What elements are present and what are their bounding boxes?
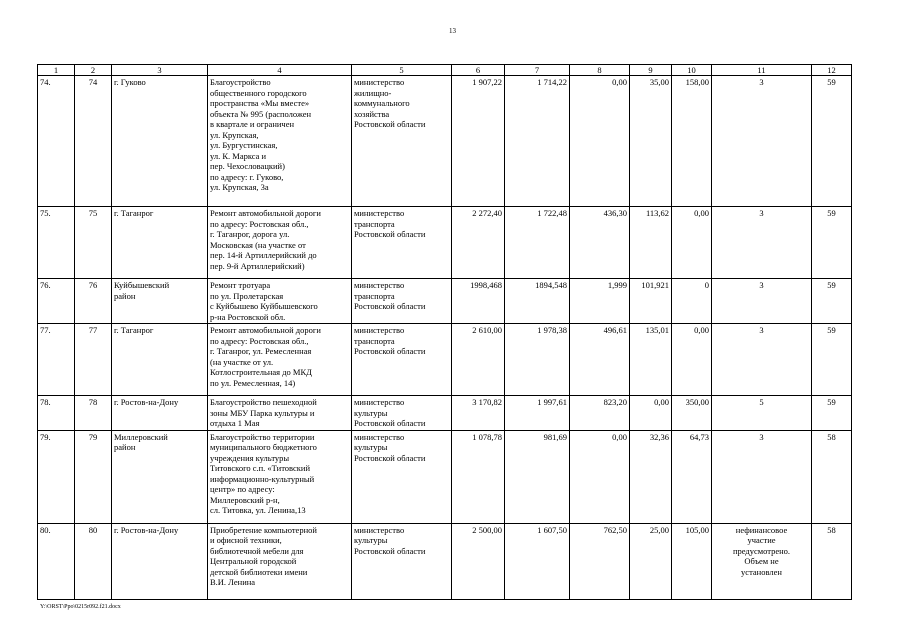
total-amount-cell: 3 170,82: [452, 396, 505, 431]
budget-amount-cell: 35,00: [630, 76, 672, 207]
ministry-cell: министерство жилищно- коммунального хозяйства Ростовской области: [352, 76, 452, 207]
project-description-cell: Благоустройство общественного городского пространства «Мы вместе» объекта № 995 (расположен в квартале и ограничен ул. Крупская, ул. Бургустинская, ул. К. Маркса и пер. Чехословацкий) по адресу: г. Гуково, ул. Крупская, 3а: [208, 76, 352, 207]
score-cell: 59: [812, 396, 852, 431]
extra-amount-cell: 350,00: [672, 396, 712, 431]
column-header: 8: [570, 65, 630, 76]
regional-amount-cell: 1 607,50: [505, 523, 570, 599]
total-amount-cell: 1 078,78: [452, 430, 505, 523]
table-row: [38, 430, 852, 523]
extra-amount-cell: 0,00: [672, 207, 712, 279]
participation-cell: 5: [712, 396, 812, 431]
municipality-cell: г. Таганрог: [112, 207, 208, 279]
table-row: [38, 279, 852, 324]
score-cell: 59: [812, 76, 852, 207]
item-number: 74: [75, 76, 112, 207]
budget-amount-cell: 135,01: [630, 324, 672, 396]
local-amount-cell: 496,61: [570, 324, 630, 396]
extra-amount-cell: 158,00: [672, 76, 712, 207]
ministry-cell: министерство транспорта Ростовской области: [352, 279, 452, 324]
table-row: [38, 207, 852, 279]
table-row: [38, 324, 852, 396]
row-number: 75.: [38, 207, 75, 279]
total-amount-cell: 2 500,00: [452, 523, 505, 599]
local-amount-cell: 1,999: [570, 279, 630, 324]
projects-table: [37, 64, 852, 600]
ministry-cell: министерство транспорта Ростовской области: [352, 207, 452, 279]
score-cell: 58: [812, 523, 852, 599]
regional-amount-cell: 1894,548: [505, 279, 570, 324]
participation-cell: нефинансовое участие предусмотрено. Объем не установлен: [712, 523, 812, 599]
local-amount-cell: 436,30: [570, 207, 630, 279]
item-number: 76: [75, 279, 112, 324]
project-description-cell: Благоустройство пешеходной зоны МБУ Парка культуры и отдыха 1 Мая: [208, 396, 352, 431]
row-number: 79.: [38, 430, 75, 523]
budget-amount-cell: 32,36: [630, 430, 672, 523]
regional-amount-cell: 1 714,22: [505, 76, 570, 207]
column-header: 12: [812, 65, 852, 76]
municipality-cell: г. Ростов-на-Дону: [112, 396, 208, 431]
project-description-cell: Ремонт автомобильной дороги по адресу: Ростовская обл., г. Таганрог, дорога ул. Московская (на участке от пер. 14-й Артиллерийский до пер. 9-й Артиллерийский): [208, 207, 352, 279]
score-cell: 58: [812, 430, 852, 523]
column-header: 10: [672, 65, 712, 76]
item-number: 75: [75, 207, 112, 279]
file-path-footer: Y:\ORST\Ppo\0215r092.f21.docx: [40, 604, 121, 610]
item-number: 80: [75, 523, 112, 599]
column-header: 11: [712, 65, 812, 76]
row-number: 78.: [38, 396, 75, 431]
row-number: 74.: [38, 76, 75, 207]
item-number: 77: [75, 324, 112, 396]
table-row: [38, 523, 852, 599]
total-amount-cell: 1998,468: [452, 279, 505, 324]
row-number: 80.: [38, 523, 75, 599]
regional-amount-cell: 1 997,61: [505, 396, 570, 431]
column-header: 2: [75, 65, 112, 76]
extra-amount-cell: 0: [672, 279, 712, 324]
column-header: 6: [452, 65, 505, 76]
ministry-cell: министерство культуры Ростовской области: [352, 396, 452, 431]
budget-amount-cell: 113,62: [630, 207, 672, 279]
participation-cell: 3: [712, 430, 812, 523]
project-description-cell: Ремонт тротуара по ул. Пролетарская с Куйбышево Куйбышевского р-на Ростовской обл.: [208, 279, 352, 324]
budget-amount-cell: 25,00: [630, 523, 672, 599]
participation-cell: 3: [712, 207, 812, 279]
row-number: 76.: [38, 279, 75, 324]
table-row: [38, 76, 852, 207]
regional-amount-cell: 1 722,48: [505, 207, 570, 279]
extra-amount-cell: 64,73: [672, 430, 712, 523]
local-amount-cell: 0,00: [570, 430, 630, 523]
item-number: 78: [75, 396, 112, 431]
budget-amount-cell: 0,00: [630, 396, 672, 431]
project-description-cell: Благоустройство территории муниципального бюджетного учреждения культуры Титовского с.п. «Титовский информационно-культурный центр» по адресу: Миллеровский р-н, сл. Титовка, ул. Ленина,13: [208, 430, 352, 523]
municipality-cell: г. Ростов-на-Дону: [112, 523, 208, 599]
participation-cell: 3: [712, 279, 812, 324]
participation-cell: 3: [712, 76, 812, 207]
regional-amount-cell: 981,69: [505, 430, 570, 523]
municipality-cell: Куйбышевский район: [112, 279, 208, 324]
page-number: 13: [449, 27, 456, 35]
local-amount-cell: 0,00: [570, 76, 630, 207]
ministry-cell: министерство культуры Ростовской области: [352, 523, 452, 599]
total-amount-cell: 2 272,40: [452, 207, 505, 279]
column-numbers-row: [38, 65, 852, 76]
column-header: 5: [352, 65, 452, 76]
regional-amount-cell: 1 978,38: [505, 324, 570, 396]
score-cell: 59: [812, 279, 852, 324]
item-number: 79: [75, 430, 112, 523]
participation-cell: 3: [712, 324, 812, 396]
score-cell: 59: [812, 207, 852, 279]
row-number: 77.: [38, 324, 75, 396]
column-header: 7: [505, 65, 570, 76]
extra-amount-cell: 105,00: [672, 523, 712, 599]
budget-amount-cell: 101,921: [630, 279, 672, 324]
total-amount-cell: 2 610,00: [452, 324, 505, 396]
column-header: 3: [112, 65, 208, 76]
municipality-cell: Миллеровский район: [112, 430, 208, 523]
ministry-cell: министерство культуры Ростовской области: [352, 430, 452, 523]
column-header: 4: [208, 65, 352, 76]
extra-amount-cell: 0,00: [672, 324, 712, 396]
column-header: 9: [630, 65, 672, 76]
total-amount-cell: 1 907,22: [452, 76, 505, 207]
local-amount-cell: 762,50: [570, 523, 630, 599]
project-description-cell: Приобретение компьютерной и офисной техники, библиотечной мебели для Центральной городской детской библиотеки имени В.И. Ленина: [208, 523, 352, 599]
ministry-cell: министерство транспорта Ростовской области: [352, 324, 452, 396]
local-amount-cell: 823,20: [570, 396, 630, 431]
municipality-cell: г. Таганрог: [112, 324, 208, 396]
score-cell: 59: [812, 324, 852, 396]
column-header: 1: [38, 65, 75, 76]
municipality-cell: г. Гуково: [112, 76, 208, 207]
table-row: [38, 396, 852, 431]
project-description-cell: Ремонт автомобильной дороги по адресу: Ростовская обл., г. Таганрог, ул. Ремесленная (на участке от ул. Котлостроительная до МКД по ул. Ремесленная, 14): [208, 324, 352, 396]
